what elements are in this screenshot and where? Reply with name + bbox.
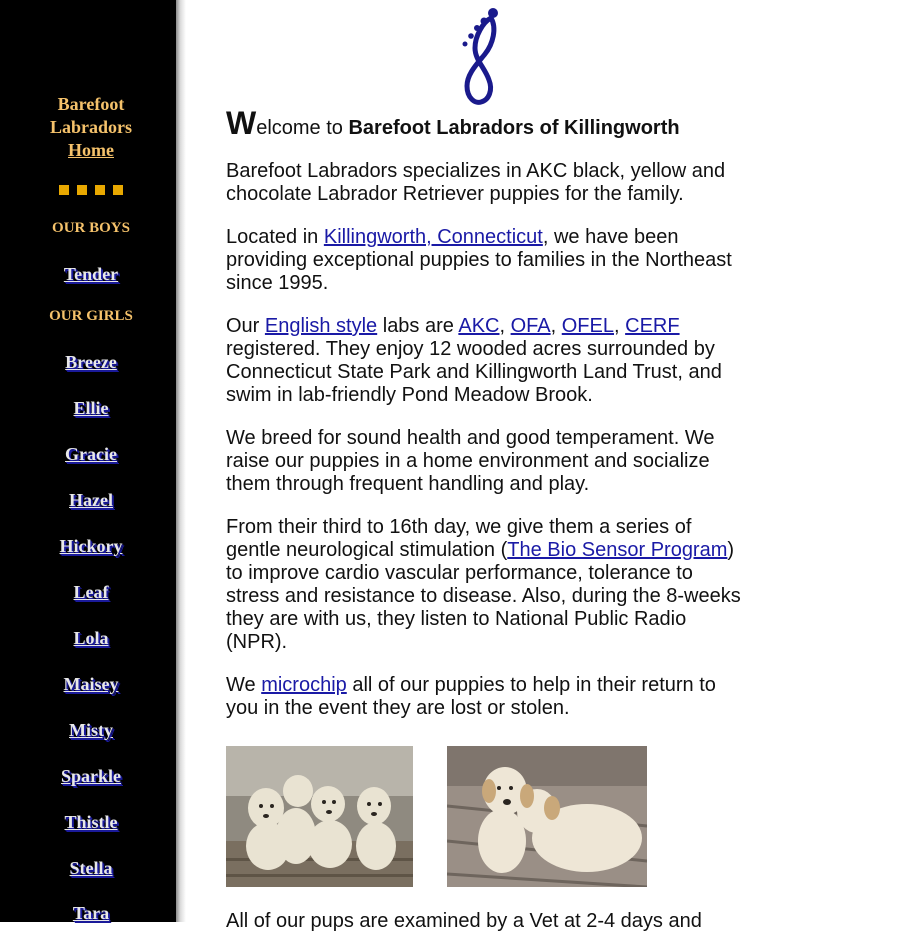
sidebar-link-tara[interactable]: Tara [72, 903, 110, 923]
cutoff-paragraph: All of our pups are examined by a Vet at 2-4 days and [226, 910, 702, 932]
akc-link[interactable]: AKC [458, 315, 500, 337]
puppies-group-photo [226, 746, 413, 887]
sidebar-link-leaf[interactable]: Leaf [73, 582, 109, 602]
location-paragraph [226, 226, 741, 295]
cerf-link[interactable]: CERF [625, 315, 680, 337]
sidebar-link-ellie[interactable]: Ellie [73, 398, 109, 418]
home-line2: Labradors [49, 117, 132, 137]
welcome-name: Barefoot Labradors of Killingworth [348, 117, 680, 139]
home-line1: Barefoot [57, 94, 125, 114]
main-content [226, 105, 741, 740]
p3-sep1: , [499, 315, 511, 337]
p3-before: Our [226, 315, 265, 337]
bio-sensor-link[interactable]: The Bio Sensor Program [507, 539, 728, 561]
sidebar-link-gracie[interactable]: Gracie [65, 444, 117, 464]
p6-before: We [226, 674, 262, 696]
ofel-link[interactable]: OFEL [561, 315, 614, 337]
sidebar-link-breeze[interactable]: Breeze [65, 352, 117, 372]
square-bullet-icon [95, 185, 105, 195]
sidebar-link-sparkle[interactable]: Sparkle [60, 766, 121, 786]
home-line3: Home [68, 140, 114, 160]
p5-before: From their third to 16th day, we give them a series of gentle neurological stimulation ( [226, 516, 692, 561]
home-link[interactable] [0, 93, 182, 162]
square-bullet-icon [77, 185, 87, 195]
girls-heading: OUR GIRLS [49, 308, 133, 324]
p5-after: ) to improve cardio vascular performance, tolerance to stress and resistance to disease. Also, during the 8-weeks they are with us, they listen to National Public Radio (NPR). [226, 539, 741, 653]
sidebar-link-thistle[interactable]: Thistle [64, 812, 118, 832]
english-style-link[interactable]: English style [264, 315, 378, 337]
footprint-icon [457, 6, 503, 108]
sidebar-link-tender[interactable]: Tender [63, 264, 119, 284]
intro-paragraph: Barefoot Labradors specializes in AKC black, yellow and chocolate Labrador Retriever puppies for the family. [226, 160, 726, 205]
p3-mid: labs are [377, 315, 459, 337]
microchip-paragraph [226, 674, 741, 720]
registration-paragraph [226, 315, 741, 407]
boys-heading: OUR BOYS [52, 220, 130, 236]
p3-sep2: , [550, 315, 562, 337]
sidebar-link-lola[interactable]: Lola [73, 628, 109, 648]
stimulation-paragraph [226, 516, 741, 654]
square-bullet-icon [113, 185, 123, 195]
ofa-link[interactable]: OFA [510, 315, 551, 337]
p3-after: registered. They enjoy 12 wooded acres surrounded by Connecticut State Park and Killingworth Land Trust, and swim in lab-friendly Pond Meadow Brook. [226, 338, 722, 406]
sidebar-link-hickory[interactable]: Hickory [59, 536, 123, 556]
p2-before: Located in [226, 226, 324, 248]
bullet-row [0, 183, 182, 197]
sidebar-link-hazel[interactable]: Hazel [69, 490, 113, 510]
p3-sep3: , [614, 315, 626, 337]
killingworth-link[interactable]: Killingworth, Connecticut [323, 226, 543, 248]
welcome-text: elcome to [256, 117, 349, 139]
microchip-link[interactable]: microchip [261, 674, 347, 696]
sidebar-link-misty[interactable]: Misty [69, 720, 113, 740]
sidebar-link-stella[interactable]: Stella [69, 858, 113, 878]
breeding-paragraph: We breed for sound health and good temperament. We raise our puppies in a home environment and socialize them through frequent handling and play. [226, 427, 715, 495]
welcome-first-letter: W [226, 105, 257, 141]
welcome-heading [226, 105, 741, 141]
puppies-pair-photo [447, 746, 647, 887]
square-bullet-icon [59, 185, 69, 195]
sidebar-link-maisey[interactable]: Maisey [63, 674, 119, 694]
p2-after: , we have been providing exceptional puppies to families in the Northeast since 1995. [226, 226, 732, 294]
p6-after: all of our puppies to help in their return to you in the event they are lost or stolen. [226, 674, 716, 719]
